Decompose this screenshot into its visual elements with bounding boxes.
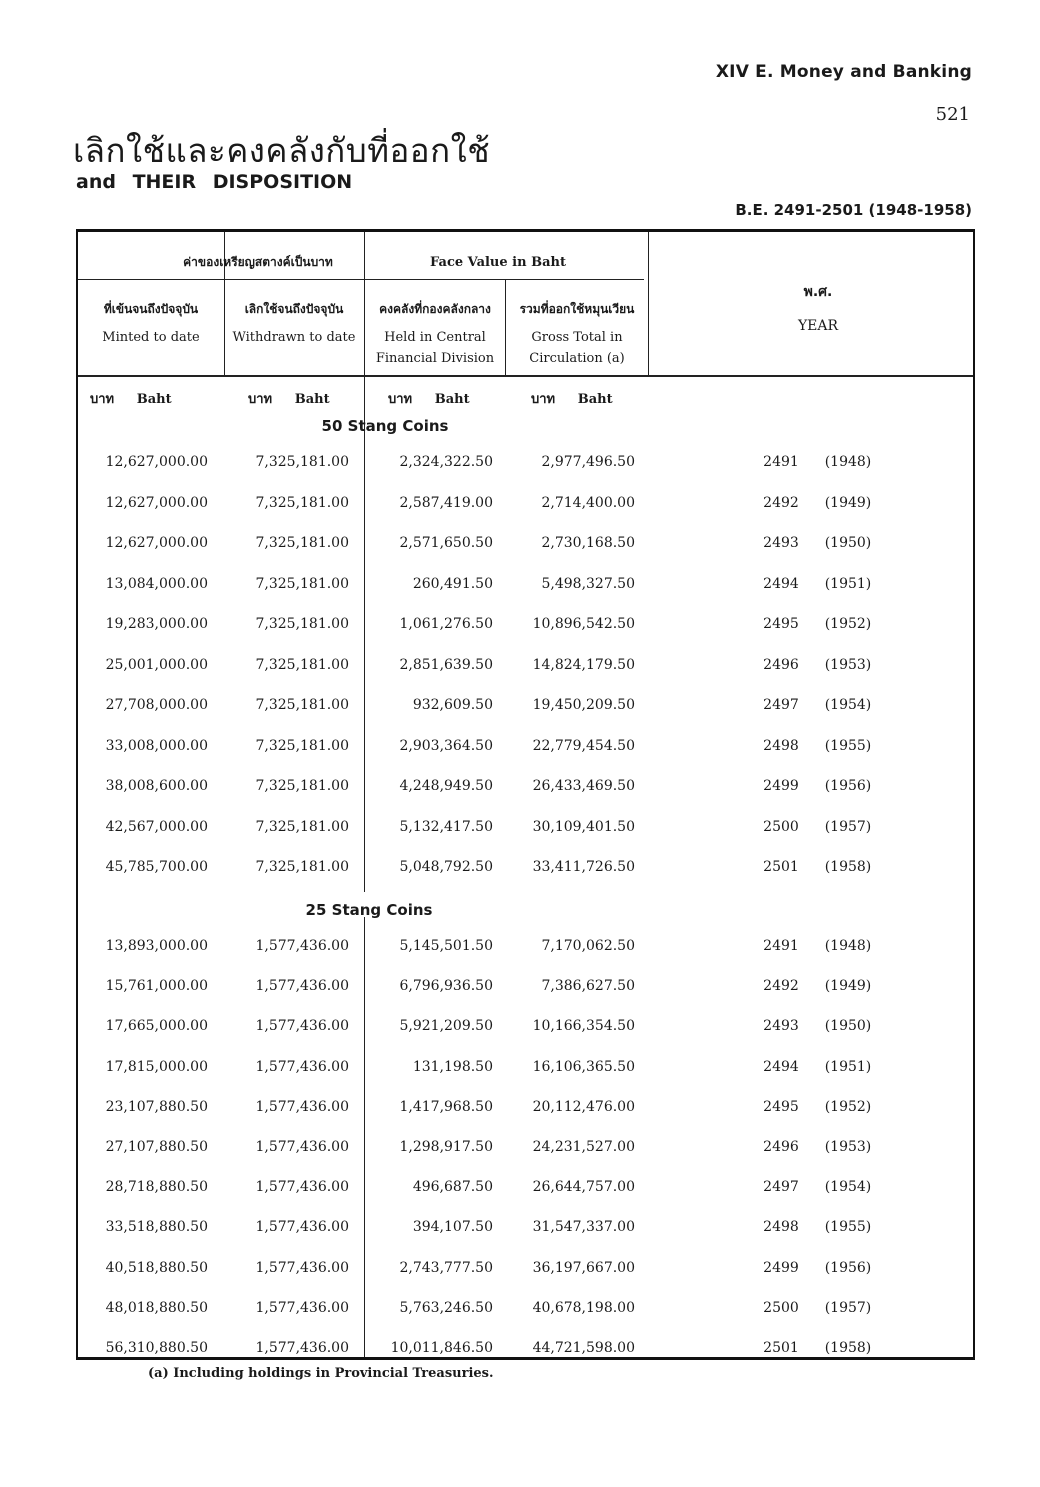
cell-year-be: 2499 xyxy=(763,1259,799,1276)
cell-minted: 13,084,000.00 xyxy=(105,575,208,592)
table-row xyxy=(78,697,973,721)
page-title-english: and THEIR DISPOSITION xyxy=(76,171,353,193)
cell-circulation: 44,721,598.00 xyxy=(532,1340,635,1356)
cell-year-ad: (1957) xyxy=(824,1299,872,1316)
col-minted-english: Minted to date xyxy=(102,330,200,345)
cell-minted: 33,008,000.00 xyxy=(105,737,208,754)
cell-held: 1,061,276.50 xyxy=(399,616,493,632)
cell-year-ad: (1951) xyxy=(824,1058,872,1075)
cell-withdrawn: 1,577,436.00 xyxy=(255,1018,349,1035)
cell-year-be: 2495 xyxy=(763,1098,799,1115)
cell-held: 4,248,949.50 xyxy=(399,778,493,794)
col-divider xyxy=(648,232,649,377)
cell-year-be: 2501 xyxy=(763,1340,799,1356)
cell-minted: 17,815,000.00 xyxy=(105,1058,208,1075)
cell-year-ad: (1958) xyxy=(824,859,872,875)
cell-minted: 56,310,880.50 xyxy=(105,1340,208,1356)
cell-year-ad: (1953) xyxy=(824,1139,872,1155)
cell-minted: 12,627,000.00 xyxy=(105,535,208,551)
cell-minted: 17,665,000.00 xyxy=(105,1018,208,1035)
unit-label: บาท Baht xyxy=(531,392,613,407)
cell-withdrawn: 1,577,436.00 xyxy=(255,1340,349,1356)
table-row xyxy=(78,616,973,640)
table-row xyxy=(78,535,973,559)
cell-year-be: 2492 xyxy=(763,978,799,995)
cell-minted: 25,001,000.00 xyxy=(105,656,208,673)
cell-circulation: 26,433,469.50 xyxy=(532,778,635,794)
table-row xyxy=(78,1018,973,1042)
cell-minted: 27,107,880.50 xyxy=(105,1139,208,1155)
col-divider xyxy=(505,279,506,377)
table-row xyxy=(78,1300,973,1324)
cell-year-be: 2497 xyxy=(763,697,799,713)
cell-held: 1,417,968.50 xyxy=(399,1098,493,1115)
cell-year-be: 2500 xyxy=(763,818,799,835)
cell-held: 260,491.50 xyxy=(412,575,493,592)
cell-circulation: 2,714,400.00 xyxy=(541,494,635,511)
cell-year-be: 2496 xyxy=(763,1139,799,1155)
cell-held: 6,796,936.50 xyxy=(399,978,493,995)
cell-year-be: 2496 xyxy=(763,656,799,673)
table-row xyxy=(78,1219,973,1243)
cell-withdrawn: 7,325,181.00 xyxy=(255,535,349,551)
cell-minted: 45,785,700.00 xyxy=(105,859,208,875)
cell-minted: 33,518,880.50 xyxy=(105,1219,208,1236)
cell-held: 2,324,322.50 xyxy=(399,454,493,470)
col-withdrawn-thai: เลิกใช้จนถึงปัจจุบัน xyxy=(244,302,344,316)
cell-withdrawn: 1,577,436.00 xyxy=(255,1098,349,1115)
cell-withdrawn: 7,325,181.00 xyxy=(255,656,349,673)
cell-circulation: 30,109,401.50 xyxy=(532,818,635,835)
cell-year-be: 2498 xyxy=(763,737,799,754)
cell-year-be: 2498 xyxy=(763,1219,799,1236)
cell-minted: 19,283,000.00 xyxy=(105,616,208,632)
table-row xyxy=(78,1059,973,1083)
cell-circulation: 22,779,454.50 xyxy=(532,737,635,754)
cell-withdrawn: 7,325,181.00 xyxy=(255,454,349,470)
cell-held: 5,048,792.50 xyxy=(399,859,493,875)
cell-held: 10,011,846.50 xyxy=(390,1340,493,1356)
cell-minted: 40,518,880.50 xyxy=(105,1259,208,1276)
section-title: XIV E. Money and Banking xyxy=(715,62,972,82)
cell-year-ad: (1949) xyxy=(824,494,872,511)
cell-circulation: 40,678,198.00 xyxy=(532,1299,635,1316)
cell-minted: 13,893,000.00 xyxy=(105,938,208,954)
cell-year-be: 2493 xyxy=(763,535,799,551)
cell-year-be: 2493 xyxy=(763,1018,799,1035)
cell-year-ad: (1956) xyxy=(824,778,872,794)
cell-minted: 48,018,880.50 xyxy=(105,1299,208,1316)
cell-year-ad: (1948) xyxy=(824,454,872,470)
cell-withdrawn: 1,577,436.00 xyxy=(255,938,349,954)
cell-year-ad: (1948) xyxy=(824,938,872,954)
cell-year-ad: (1952) xyxy=(824,1098,872,1115)
cell-year-be: 2494 xyxy=(763,575,799,592)
table-row xyxy=(78,657,973,681)
year-header-thai: พ.ศ. xyxy=(803,284,833,300)
cell-year-ad: (1955) xyxy=(824,737,872,754)
table-row xyxy=(78,738,973,762)
cell-year-ad: (1957) xyxy=(824,818,872,835)
group-label-50-stang: 50 Stang Coins xyxy=(321,417,449,435)
cell-year-ad: (1950) xyxy=(824,1018,872,1035)
cell-withdrawn: 7,325,181.00 xyxy=(255,737,349,754)
cell-year-ad: (1950) xyxy=(824,535,872,551)
cell-minted: 12,627,000.00 xyxy=(105,454,208,470)
cell-circulation: 36,197,667.00 xyxy=(532,1259,635,1276)
table-row xyxy=(78,495,973,519)
cell-circulation: 20,112,476.00 xyxy=(532,1098,635,1115)
unit-label: บาท Baht xyxy=(90,392,172,407)
cell-circulation: 31,547,337.00 xyxy=(532,1219,635,1236)
year-header-english: YEAR xyxy=(797,318,839,334)
cell-circulation: 19,450,209.50 xyxy=(532,697,635,713)
cell-year-ad: (1954) xyxy=(824,697,872,713)
table-row xyxy=(78,778,973,802)
cell-withdrawn: 7,325,181.00 xyxy=(255,818,349,835)
cell-circulation: 16,106,365.50 xyxy=(532,1058,635,1075)
cell-circulation: 7,170,062.50 xyxy=(541,938,635,954)
cell-held: 2,851,639.50 xyxy=(399,656,493,673)
cell-held: 5,921,209.50 xyxy=(399,1018,493,1035)
header-divider xyxy=(78,279,644,280)
table-row xyxy=(78,454,973,478)
cell-held: 5,132,417.50 xyxy=(399,818,493,835)
cell-minted: 42,567,000.00 xyxy=(105,818,208,835)
cell-year-ad: (1953) xyxy=(824,656,872,673)
cell-circulation: 7,386,627.50 xyxy=(541,978,635,995)
cell-circulation: 14,824,179.50 xyxy=(532,656,635,673)
cell-withdrawn: 1,577,436.00 xyxy=(255,1139,349,1155)
cell-circulation: 2,730,168.50 xyxy=(541,535,635,551)
table-row xyxy=(78,1139,973,1163)
cell-held: 394,107.50 xyxy=(412,1219,493,1236)
cell-circulation: 10,896,542.50 xyxy=(532,616,635,632)
cell-held: 932,609.50 xyxy=(412,697,493,713)
page-title-thai: เลิกใช้และคงคลังกับที่ออกใช้ xyxy=(73,131,491,170)
cell-year-be: 2491 xyxy=(763,938,799,954)
cell-circulation: 10,166,354.50 xyxy=(532,1018,635,1035)
cell-withdrawn: 7,325,181.00 xyxy=(255,575,349,592)
table-row xyxy=(78,1260,973,1284)
table-row xyxy=(78,576,973,600)
table-row xyxy=(78,1179,973,1203)
cell-year-be: 2500 xyxy=(763,1299,799,1316)
page-number: 521 xyxy=(935,104,970,125)
cell-held: 2,743,777.50 xyxy=(399,1259,493,1276)
cell-minted: 15,761,000.00 xyxy=(105,978,208,995)
cell-withdrawn: 7,325,181.00 xyxy=(255,778,349,794)
cell-withdrawn: 1,577,436.00 xyxy=(255,1299,349,1316)
col-withdrawn-english: Withdrawn to date xyxy=(232,330,356,345)
cell-year-be: 2497 xyxy=(763,1179,799,1196)
cell-year-be: 2492 xyxy=(763,494,799,511)
col-minted-thai: ที่เข้นจนถึงปัจจุบัน xyxy=(103,302,199,316)
cell-withdrawn: 1,577,436.00 xyxy=(255,1179,349,1196)
footnote: (a) Including holdings in Provincial Treasuries. xyxy=(148,1366,494,1381)
unit-label: บาท Baht xyxy=(248,392,330,407)
cell-withdrawn: 1,577,436.00 xyxy=(255,1259,349,1276)
cell-year-be: 2494 xyxy=(763,1058,799,1075)
cell-year-be: 2499 xyxy=(763,778,799,794)
cell-held: 5,763,246.50 xyxy=(399,1299,493,1316)
col-circulation-english: Gross Total in Circulation (a) xyxy=(529,330,625,366)
table-row xyxy=(78,1099,973,1123)
cell-year-ad: (1954) xyxy=(824,1179,872,1196)
header-divider xyxy=(78,375,973,377)
cell-withdrawn: 7,325,181.00 xyxy=(255,616,349,632)
table-row xyxy=(78,859,973,883)
cell-year-ad: (1956) xyxy=(824,1259,872,1276)
cell-circulation: 5,498,327.50 xyxy=(541,575,635,592)
cell-minted: 38,008,600.00 xyxy=(105,778,208,794)
cell-year-be: 2501 xyxy=(763,859,799,875)
cell-withdrawn: 1,577,436.00 xyxy=(255,1058,349,1075)
cell-held: 2,903,364.50 xyxy=(399,737,493,754)
cell-year-ad: (1951) xyxy=(824,575,872,592)
cell-circulation: 33,411,726.50 xyxy=(532,859,635,875)
table-row xyxy=(78,819,973,843)
cell-minted: 28,718,880.50 xyxy=(105,1179,208,1196)
cell-minted: 23,107,880.50 xyxy=(105,1098,208,1115)
table-row xyxy=(78,978,973,1002)
cell-minted: 12,627,000.00 xyxy=(105,494,208,511)
group-label-25-stang: 25 Stang Coins xyxy=(305,901,433,919)
cell-circulation: 26,644,757.00 xyxy=(532,1179,635,1196)
period-label: B.E. 2491-2501 (1948-1958) xyxy=(735,201,972,219)
cell-withdrawn: 7,325,181.00 xyxy=(255,859,349,875)
cell-withdrawn: 7,325,181.00 xyxy=(255,494,349,511)
cell-year-ad: (1952) xyxy=(824,616,872,632)
cell-withdrawn: 1,577,436.00 xyxy=(255,978,349,995)
col-held-english: Held in Central Financial Division xyxy=(375,330,495,366)
col-held-thai: คงคลังที่กองคลังกลาง xyxy=(379,302,491,316)
cell-held: 5,145,501.50 xyxy=(399,938,493,954)
cell-year-ad: (1958) xyxy=(824,1340,872,1356)
cell-circulation: 2,977,496.50 xyxy=(541,454,635,470)
cell-withdrawn: 1,577,436.00 xyxy=(255,1219,349,1236)
cell-held: 496,687.50 xyxy=(412,1179,493,1196)
cell-year-be: 2495 xyxy=(763,616,799,632)
cell-circulation: 24,231,527.00 xyxy=(532,1139,635,1155)
cell-year-ad: (1955) xyxy=(824,1219,872,1236)
cell-minted: 27,708,000.00 xyxy=(105,697,208,713)
cell-year-ad: (1949) xyxy=(824,978,872,995)
table-row xyxy=(78,938,973,962)
cell-held: 1,298,917.50 xyxy=(399,1139,493,1155)
table-row xyxy=(78,1340,973,1364)
cell-held: 131,198.50 xyxy=(412,1058,493,1075)
data-table xyxy=(76,229,975,1360)
cell-withdrawn: 7,325,181.00 xyxy=(255,697,349,713)
unit-label: บาท Baht xyxy=(388,392,470,407)
cell-held: 2,571,650.50 xyxy=(399,535,493,551)
col-circulation-thai: รวมที่ออกใช้หมุนเวียน xyxy=(519,302,635,316)
group-header-english: Face Value in Baht xyxy=(430,255,566,270)
cell-year-be: 2491 xyxy=(763,454,799,470)
group-header-thai: ค่าของเหรียญสตางค์เป็นบาท xyxy=(183,255,333,269)
cell-held: 2,587,419.00 xyxy=(399,494,493,511)
